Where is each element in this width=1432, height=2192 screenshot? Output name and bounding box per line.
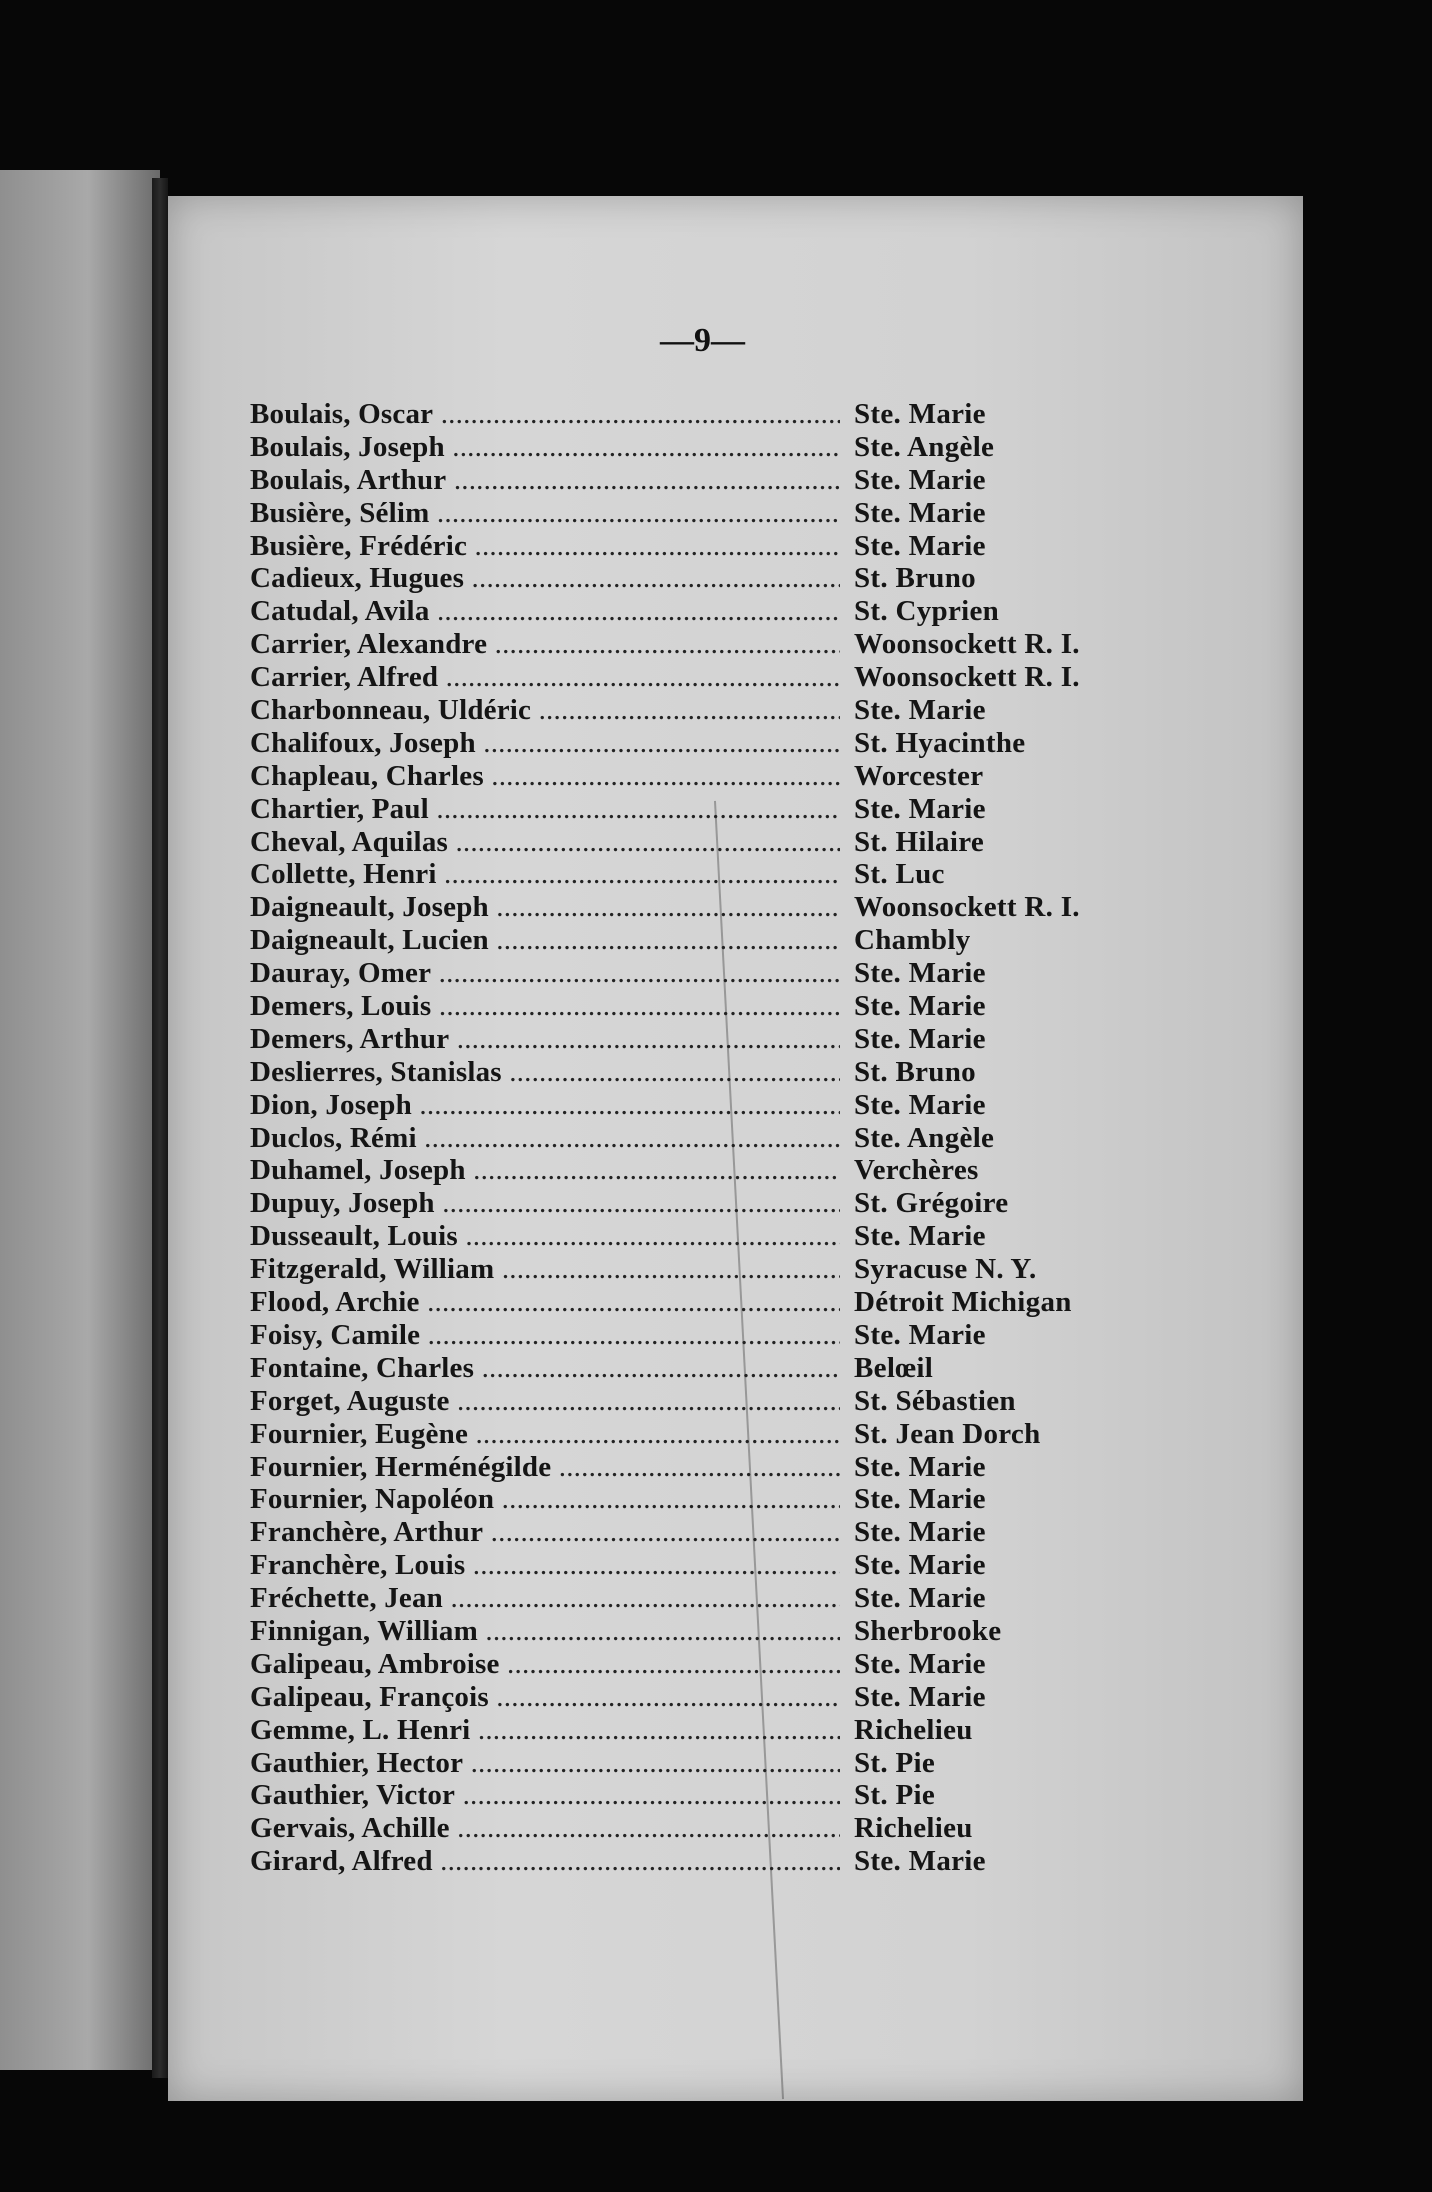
place-name: St. Bruno (854, 1055, 976, 1088)
place-name: Ste. Marie (854, 1088, 986, 1121)
place-name: Belœil (854, 1351, 934, 1384)
person-name: Boulais, Oscar ..... (250, 398, 840, 431)
list-item (250, 661, 1120, 694)
list-item (250, 562, 1120, 595)
place-name: St. Hyacinthe (854, 726, 1026, 759)
left-facing-page-edge (0, 170, 160, 2070)
place-name: Ste. Marie (854, 496, 986, 529)
person-name: Flood, Archie ..... (250, 1286, 840, 1319)
list-item (250, 1845, 1120, 1878)
place-name: Ste. Angèle (854, 430, 995, 463)
place-name: Ste. Marie (854, 1680, 986, 1713)
list-item (250, 1516, 1120, 1549)
person-name: Fontaine, Charles ..... (250, 1352, 840, 1385)
place-name: St. Luc (854, 858, 945, 891)
person-name: Gauthier, Victor ..... (250, 1779, 840, 1812)
list-item (250, 760, 1120, 793)
place-name: Ste. Marie (854, 792, 986, 825)
person-name: Franchère, Louis ..... (250, 1549, 840, 1582)
person-name: Galipeau, Ambroise ..... (250, 1648, 840, 1681)
place-name: Worcester (854, 759, 984, 792)
person-name: Busière, Sélim ..... (250, 497, 840, 530)
place-name: Ste. Marie (854, 1647, 986, 1680)
list-item (250, 1220, 1120, 1253)
person-name: Chapleau, Charles ..... (250, 760, 840, 793)
person-name: Chalifoux, Joseph ..... (250, 727, 840, 760)
place-name: Sherbrooke (854, 1614, 1002, 1647)
place-name: St. Sébastien (854, 1384, 1016, 1417)
place-name: Ste. Marie (854, 1845, 986, 1878)
person-name: Carrier, Alfred ..... (250, 661, 840, 694)
person-name: Gemme, L. Henri ..... (250, 1714, 840, 1747)
name-place-list (250, 398, 1120, 1878)
person-name: Fournier, Herménégilde ..... (250, 1451, 840, 1484)
page-number: —9— (660, 322, 745, 359)
place-name: Verchères (854, 1154, 979, 1187)
list-item (250, 1352, 1120, 1385)
person-name: Fournier, Napoléon ..... (250, 1483, 840, 1516)
place-name: St. Cyprien (854, 595, 1000, 628)
place-name: Ste. Marie (854, 1318, 986, 1351)
person-name: Demers, Louis ..... (250, 990, 840, 1023)
person-name: Dion, Joseph ..... (250, 1089, 840, 1122)
person-name: Cheval, Aquilas ..... (250, 826, 840, 859)
person-name: Duclos, Rémi ..... (250, 1122, 840, 1155)
list-item (250, 1747, 1120, 1780)
person-name: Girard, Alfred ..... (250, 1845, 840, 1878)
person-name: Fréchette, Jean ..... (250, 1582, 840, 1615)
person-name: Gauthier, Hector ..... (250, 1747, 840, 1780)
list-item (250, 891, 1120, 924)
list-item (250, 1056, 1120, 1089)
place-name: Ste. Marie (854, 398, 986, 430)
list-item (250, 1582, 1120, 1615)
place-name: Ste. Marie (854, 529, 986, 562)
person-name: Carrier, Alexandre ..... (250, 628, 840, 661)
person-name: Dupuy, Joseph ..... (250, 1187, 840, 1220)
list-item (250, 924, 1120, 957)
place-name: Ste. Marie (854, 1516, 986, 1549)
list-item (250, 464, 1120, 497)
place-name: Chambly (854, 924, 971, 957)
list-item (250, 497, 1120, 530)
place-name: Ste. Marie (854, 957, 986, 990)
place-name: St. Hilaire (854, 825, 985, 858)
place-name: Ste. Marie (854, 1220, 986, 1253)
list-item (250, 1779, 1120, 1812)
list-item (250, 1023, 1120, 1056)
person-name: Galipeau, François ..... (250, 1681, 840, 1714)
person-name: Charbonneau, Uldéric ..... (250, 694, 840, 727)
person-name: Franchère, Arthur ..... (250, 1516, 840, 1549)
list-item (250, 1286, 1120, 1319)
list-item (250, 957, 1120, 990)
person-name: Cadieux, Hugues ..... (250, 562, 840, 595)
list-item (250, 628, 1120, 661)
list-item (250, 1154, 1120, 1187)
place-name: St. Jean Dorch (854, 1417, 1041, 1450)
person-name: Catudal, Avila ..... (250, 595, 840, 628)
list-item (250, 1648, 1120, 1681)
place-name: Ste. Marie (854, 1450, 986, 1483)
person-name: Forget, Auguste ..... (250, 1385, 840, 1418)
list-item (250, 1451, 1120, 1484)
person-name: Dusseault, Louis ..... (250, 1220, 840, 1253)
list-item (250, 727, 1120, 760)
place-name: St. Bruno (854, 562, 976, 595)
place-name: Syracuse N. Y. (854, 1253, 1037, 1286)
list-item (250, 858, 1120, 891)
list-item (250, 1089, 1120, 1122)
list-item (250, 530, 1120, 563)
list-item (250, 826, 1120, 859)
person-name: Busière, Frédéric ..... (250, 530, 840, 563)
list-item (250, 431, 1120, 464)
list-item (250, 1483, 1120, 1516)
place-name: Ste. Marie (854, 1549, 986, 1582)
person-name: Boulais, Arthur ..... (250, 464, 840, 497)
place-name: Ste. Angèle (854, 1121, 995, 1154)
person-name: Fournier, Eugène ..... (250, 1418, 840, 1451)
list-item (250, 694, 1120, 727)
list-item (250, 793, 1120, 826)
list-item (250, 1122, 1120, 1155)
place-name: Ste. Marie (854, 990, 986, 1023)
list-item (250, 1615, 1120, 1648)
list-item (250, 990, 1120, 1023)
person-name: Demers, Arthur ..... (250, 1023, 840, 1056)
place-name: St. Pie (854, 1779, 936, 1812)
place-name: Woonsockett R. I. (854, 628, 1080, 661)
place-name: Ste. Marie (854, 694, 986, 727)
list-item (250, 595, 1120, 628)
place-name: Ste. Marie (854, 1582, 986, 1615)
list-item (250, 1253, 1120, 1286)
list-item (250, 1187, 1120, 1220)
person-name: Finnigan, William ..... (250, 1615, 840, 1648)
person-name: Dauray, Omer ..... (250, 957, 840, 990)
person-name: Boulais, Joseph ..... (250, 431, 840, 464)
person-name: Deslierres, Stanislas ..... (250, 1056, 840, 1089)
person-name: Fitzgerald, William ..... (250, 1253, 840, 1286)
place-name: Woonsockett R. I. (854, 891, 1080, 924)
place-name: Détroit Michigan (854, 1286, 1072, 1319)
place-name: St. Grégoire (854, 1187, 1009, 1220)
list-item (250, 1812, 1120, 1845)
person-name: Chartier, Paul ..... (250, 793, 840, 826)
list-item (250, 1549, 1120, 1582)
person-name: Daigneault, Lucien ..... (250, 924, 840, 957)
list-item (250, 1385, 1120, 1418)
list-item (250, 1714, 1120, 1747)
place-name: Ste. Marie (854, 1483, 986, 1516)
place-name: St. Pie (854, 1746, 936, 1779)
list-item (250, 1418, 1120, 1451)
place-name: Woonsockett R. I. (854, 661, 1080, 694)
place-name: Richelieu (854, 1713, 973, 1746)
place-name: Richelieu (854, 1812, 973, 1845)
person-name: Gervais, Achille ..... (250, 1812, 840, 1845)
list-item (250, 1319, 1120, 1352)
place-name: Ste. Marie (854, 463, 986, 496)
place-name: Ste. Marie (854, 1022, 986, 1055)
person-name: Duhamel, Joseph ..... (250, 1154, 840, 1187)
person-name: Daigneault, Joseph ..... (250, 891, 840, 924)
list-item (250, 1681, 1120, 1714)
person-name: Foisy, Camile ..... (250, 1319, 840, 1352)
list-item (250, 398, 1120, 431)
book-spine (152, 178, 168, 2078)
person-name: Collette, Henri ..... (250, 858, 840, 891)
